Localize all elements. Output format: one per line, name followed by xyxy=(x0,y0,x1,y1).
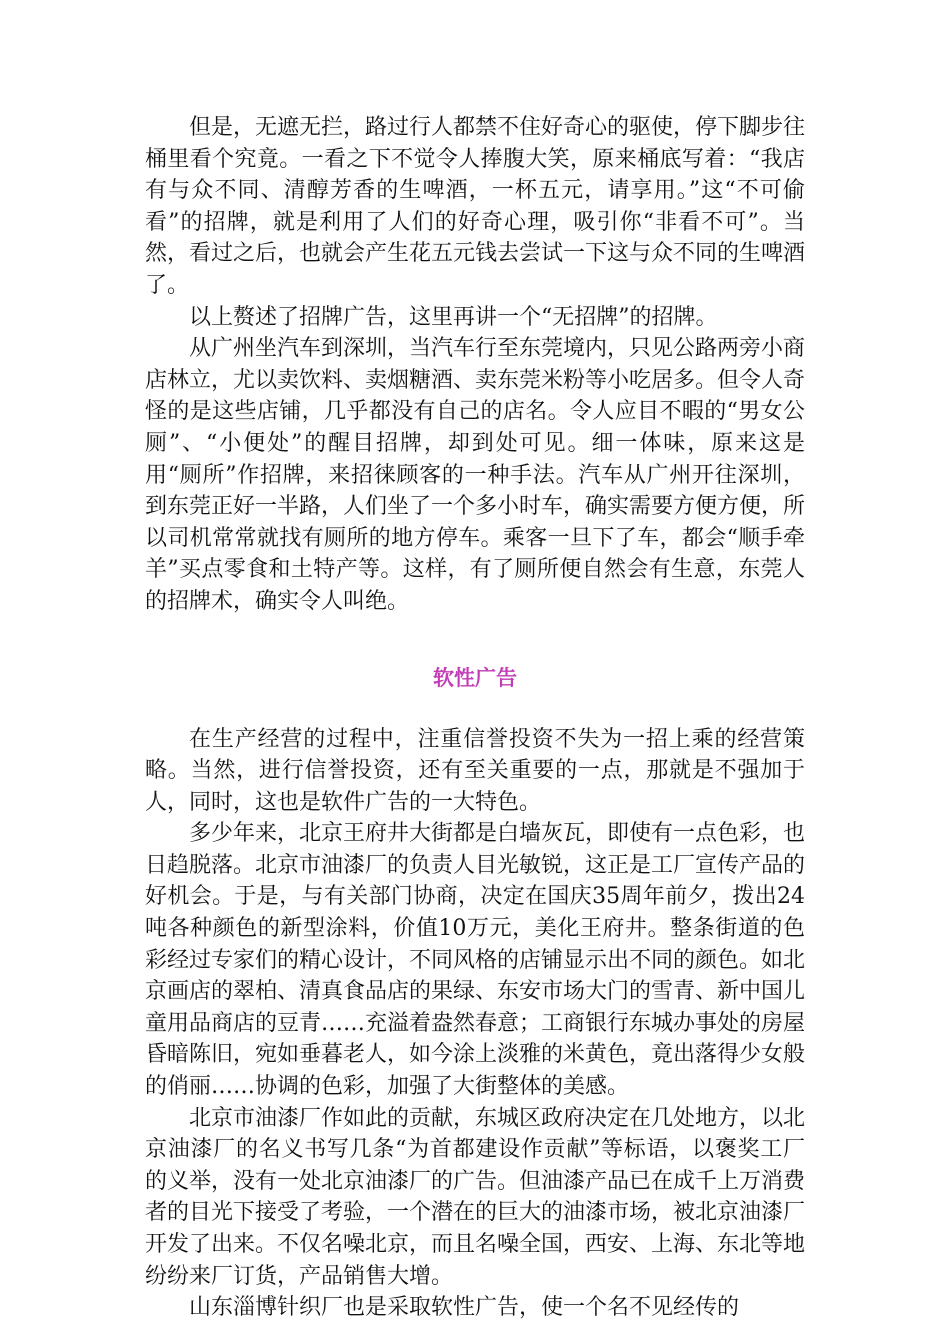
section-heading: 软性广告 xyxy=(433,665,517,690)
document-page xyxy=(145,112,805,1324)
section-spacer xyxy=(145,710,805,724)
paragraph-curiosity-sign: 但是，无遮无拦，路过行人都禁不住好奇心的驱使，停下脚步往桶里看个究竟。一看之下不觉令人捧腹大笑，原来桶底写着：“我店有与众不同、清醇芳香的生啤酒，一杯五元，请享用。”这“不可偷看”的招牌，就是利用了人们的好奇心理，吸引你“非看不可”。当然，看过之后，也就会产生花五元钱去尝试一下这与众不同的生啤酒了。 xyxy=(145,115,806,298)
paragraph-dongguan-toilets: 从广州坐汽车到深圳，当汽车行至东莞境内，只见公路两旁小商店林立，尤以卖饮料、卖烟糖酒、卖东莞米粉等小吃居多。但令人奇怪的是这些店铺，几乎都没有自己的店名。令人应目不暇的“男女公厕”、“小便处”的醒目招牌，却到处可见。细一体味，原来这是用“厕所”作招牌，来招徕顾客的一种手法。汽车从广州开往深圳，到东莞正好一半路，人们坐了一个多小时车，确实需要方便方便，所以司机常常就找有厕所的地方停车。乘客一旦下了车，都会“顺手牵羊”买点零食和土特产等。这样，有了厕所便自然会有生意，东莞人的招牌术，确实令人叫绝。 xyxy=(145,336,806,614)
paragraph-zibo-knitting: 山东淄博针织厂也是采取软性广告，使一个名不见经传的 xyxy=(189,1295,740,1321)
paragraph-paint-factory-result: 北京市油漆厂作如此的贡献，东城区政府决定在几处地方，以北京油漆厂的名义书写几条“为首都建设作贡献”等标语，以褒奖工厂的义举，没有一处北京油漆厂的广告。但油漆产品已在成千上万消费者的目光下接受了考验，一个潜在的巨大的油漆市场，被北京油漆厂开发了出来。不仅名噪北京，而且名噪全国，西安、上海、东北等地纷纷来厂订货，产品销售大增。 xyxy=(145,1105,806,1289)
paragraph-credit-investment: 在生产经营的过程中，注重信誉投资不失为一招上乘的经营策略。当然，进行信誉投资，还有至关重要的一点，那就是不强加于人，同时，这也是软件广告的一大特色。 xyxy=(145,726,805,815)
paragraph-no-sign-intro: 以上赘述了招牌广告，这里再讲一个“无招牌”的招牌。 xyxy=(189,304,718,330)
section-spacer xyxy=(145,618,805,632)
paragraph-wangfujing-paint: 多少年来，北京王府井大街都是白墙灰瓦，即使有一点色彩，也日趋脱落。北京市油漆厂的负责人目光敏锐，这正是工厂宣传产品的好机会。于是，与有关部门协商，决定在国庆35周年前夕，拨出24吨各种颜色的新型涂料，价值10万元，美化王府井。整条街道的色彩经过专家们的精心设计，不同风格的店铺显示出不同的颜色。如北京画店的翠柏、清真食品店的果绿、东安市场大门的雪青、新中国儿童用品商店的豆青……充溢着盎然春意；工商银行东城办事处的房屋昏暗陈旧，宛如垂暮老人，如今涂上淡雅的米黄色，竟出落得少女般的俏丽……协调的色彩，加强了大街整体的美感。 xyxy=(145,821,806,1100)
